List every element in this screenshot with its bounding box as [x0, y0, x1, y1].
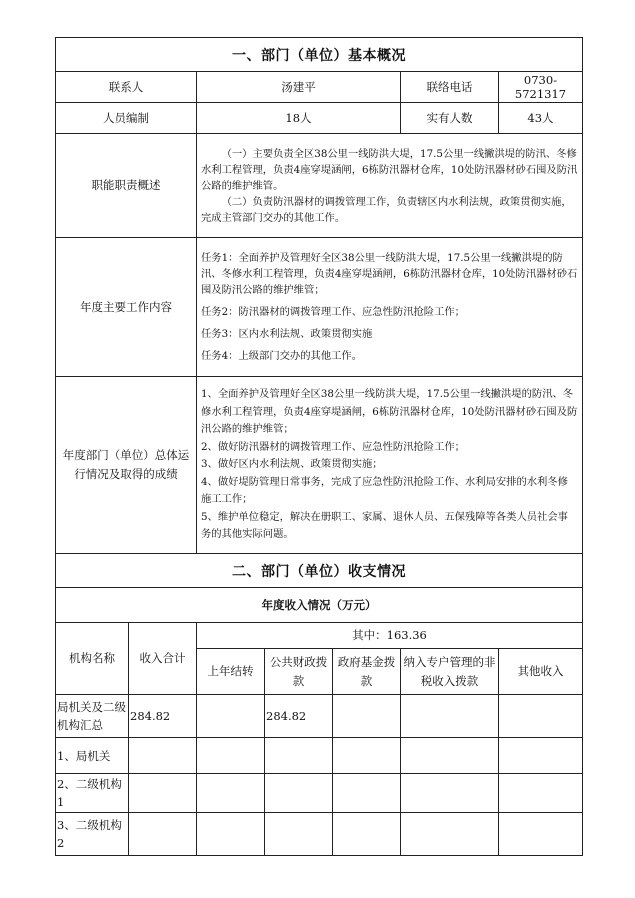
duties-paragraph-1: （一）主要负责全区38公里一线防洪大堤，17.5公里一线撇洪堤的防汛、冬修水利工程管理，负责4座穿堤涵闸，6栋防汛器材仓库，10处防汛器材砂石囤及防汛公路的维护维管。: [201, 147, 578, 192]
income-total-header: 收入合计: [129, 623, 197, 695]
total-cell: 284.82: [129, 695, 197, 738]
table-row: [56, 695, 583, 738]
total-cell: [129, 738, 197, 774]
result-item: 1、全面养护及管理好全区38公里一线防洪大堤，17.5公里一线撇洪堤的防汛、冬修水利工程管理，负责4座穿堤涵闸，6栋防汛器材仓库，10处防汛器材砂石囤及防汛公路的维护维管；: [201, 388, 578, 436]
result-item: 4、做好堤防管理日常事务，完成了应急性防汛抢险工作、水利局安排的水利冬修施工工作；: [201, 475, 568, 506]
task-item: 任务3：区内水利法规、政策贯彻实施: [201, 328, 373, 340]
carryover-cell: [197, 738, 265, 774]
results-label: 年度部门（单位）总体运行情况及取得的成绩: [56, 377, 197, 554]
staffing-label: 人员编制: [56, 103, 197, 134]
org-name-cell: 局机关及二级机构汇总: [56, 695, 129, 738]
section1-title: 一、部门（单位）基本概况: [56, 38, 583, 72]
carryover-cell: [197, 813, 265, 856]
table-row: [56, 738, 583, 774]
public-finance-cell: [265, 738, 333, 774]
nontax-cell: [401, 774, 499, 813]
carryover-header: 上年结转: [197, 649, 265, 695]
gov-fund-cell: [333, 695, 401, 738]
gov-fund-cell: [333, 738, 401, 774]
public-finance-cell: [265, 774, 333, 813]
carryover-cell: [197, 695, 265, 738]
gov-fund-header: 政府基金拨款: [333, 649, 401, 695]
actual-value: 43人: [499, 103, 583, 134]
table-row: [56, 774, 583, 813]
among-header: 其中：163.36: [197, 623, 583, 649]
gov-fund-cell: [333, 774, 401, 813]
task-item: 任务4：上级部门交办的其他工作。: [201, 350, 363, 362]
other-income-header: 其他收入: [499, 649, 583, 695]
table-row: [56, 813, 583, 856]
income-subtitle: 年度收入情况（万元）: [56, 588, 583, 623]
org-name-cell: 2、二级机构1: [56, 774, 129, 813]
staffing-value: 18人: [197, 103, 401, 134]
total-cell: [129, 774, 197, 813]
other-income-cell: [499, 738, 583, 774]
result-item: 2、做好防汛器材的调拨管理工作、应急性防汛抢险工作；: [201, 440, 465, 453]
other-income-cell: [499, 813, 583, 856]
contact-value: 汤建平: [197, 72, 401, 103]
nontax-cell: [401, 695, 499, 738]
task-item: 任务2：防汛器材的调拨管理工作、应急性防汛抢险工作；: [201, 306, 465, 318]
phone-label: 联络电话: [401, 72, 499, 103]
section2-title: 二、部门（单位）收支情况: [56, 554, 583, 588]
result-item: 3、做好区内水利法规、政策贯彻实施；: [201, 458, 383, 471]
public-finance-cell: [265, 813, 333, 856]
contact-label: 联系人: [56, 72, 197, 103]
other-income-cell: [499, 774, 583, 813]
nontax-cell: [401, 738, 499, 774]
total-cell: [129, 813, 197, 856]
org-name-cell: 1、局机关: [56, 738, 129, 774]
duties-text: [197, 134, 583, 238]
public-finance-header: 公共财政拨款: [265, 649, 333, 695]
other-income-cell: [499, 695, 583, 738]
duties-label: 职能职责概述: [56, 134, 197, 238]
carryover-cell: [197, 774, 265, 813]
nontax-cell: [401, 813, 499, 856]
overview-table: [55, 37, 583, 856]
tasks-text: [197, 238, 583, 377]
duties-paragraph-2: （二）负责防汛器材的调拨管理工作，负责辖区内水利法规，政策贯彻实施，完成主管部门交办的其他工作。: [201, 195, 572, 224]
nontax-header: 纳入专户管理的非税收入拨款: [401, 649, 499, 695]
result-item: 5、维护单位稳定，解决在册职工、家属、退休人员、五保残障等各类人员社会事务的其他实际问题。: [201, 510, 568, 541]
tasks-label: 年度主要工作内容: [56, 238, 197, 377]
document-sheet: [55, 37, 582, 856]
actual-label: 实有人数: [401, 103, 499, 134]
task-item: 任务1：全面养护及管理好全区38公里一线防洪大堤，17.5公里一线撇洪堤的防汛、冬修水利工程管理，负责4座穿堤涵闸，6栋防汛器材仓库，10处防汛器材砂石囤及防汛公路的维护维管；: [201, 252, 578, 296]
public-finance-cell: 284.82: [265, 695, 333, 738]
org-name-cell: 3、二级机构2: [56, 813, 129, 856]
phone-value: 0730-5721317: [499, 72, 583, 103]
gov-fund-cell: [333, 813, 401, 856]
results-text: [197, 377, 583, 554]
org-name-header: 机构名称: [56, 623, 129, 695]
